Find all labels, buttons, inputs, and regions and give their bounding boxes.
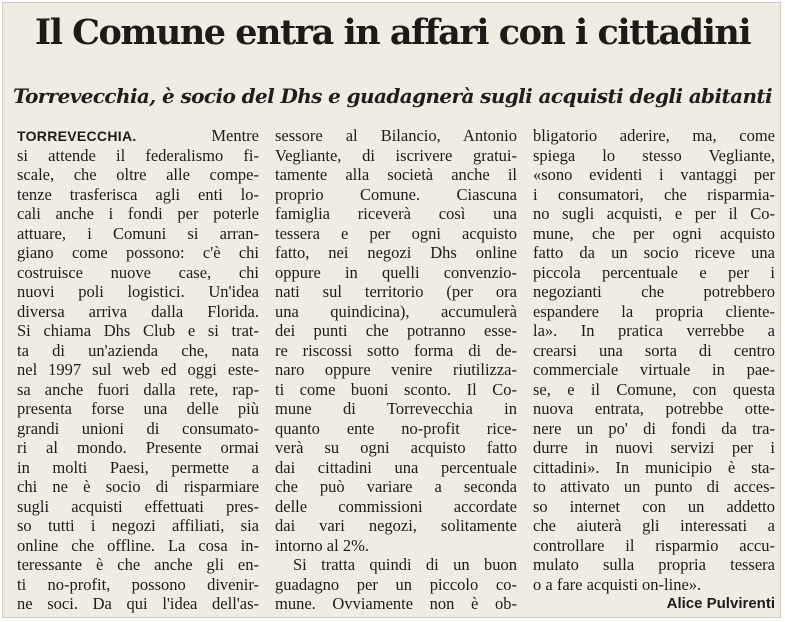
text-line: dei punti che potranno esse-: [275, 321, 517, 340]
text-line: ri al mondo. Presente ormai: [17, 438, 259, 457]
text-line: mune di Torrevecchia in: [275, 399, 517, 418]
text-line: so internet con un addetto: [533, 496, 775, 516]
text-line: Si chiama Dhs Club e si trat-: [17, 321, 259, 340]
text-line: sessore al Bilancio, Antonio: [275, 126, 517, 145]
text-line: intorno al 2%.: [275, 535, 369, 555]
text-line: sa anche fuori dalla rete, rap-: [17, 379, 259, 399]
text-line: naro oppure venire riutilizza-: [275, 360, 517, 379]
text-line: fatto da un socio riceve una: [533, 243, 775, 262]
text-line: nuova entrata, potrebbe otte-: [533, 399, 775, 418]
text-line: so tutti i negozi affiliati, sia: [17, 516, 259, 535]
text-line: spiega lo stesso Vegliante,: [533, 145, 775, 165]
text-line: chi ne è socio di risparmiare: [17, 477, 259, 496]
text-line: Si tratta quindi di un buon: [293, 555, 517, 574]
text-line: «sono evidenti i vantaggi per: [533, 165, 775, 184]
text-line: presenta forse una delle più: [17, 399, 259, 418]
text-line: piccola percentuale e per i: [533, 262, 775, 282]
text-line: scale, che oltre alle compe-: [17, 165, 259, 184]
text-line: durre in nuovi servizi per i: [533, 438, 775, 457]
text-line: ti come buoni sconto. Il Co-: [275, 379, 517, 399]
text-line: mune. Ovviamente non è ob-: [275, 594, 517, 613]
text-line: oppure in quelli convenzio-: [275, 262, 517, 282]
text-line: online che offline. La cosa in-: [17, 535, 259, 555]
text-line: TORREVECCHIA. Mentre: [17, 126, 259, 145]
text-line: dai cittadini una percentuale: [275, 457, 517, 477]
text-line: sugli acquisti effettuati pres-: [17, 496, 259, 516]
text-line: grandi unioni di consumato-: [17, 418, 259, 438]
text-line: negozianti che potrebbero: [533, 282, 775, 301]
text-line: se, e il Comune, con questa: [533, 379, 775, 399]
text-line: nel 1997 sul web ed oggi este-: [17, 360, 259, 379]
text-line: tenze trasferisca agli enti lo-: [17, 184, 259, 204]
text-line: mulato sulla propria tessera: [533, 555, 775, 574]
text-line: una quindicina), accumulerà: [275, 301, 517, 321]
text-line: re riscossi sotto forma di de-: [275, 340, 517, 360]
text-line: ta di un'azienda che, nata: [17, 340, 259, 360]
headline: Il Comune entra in affari con i cittadini: [34, 12, 751, 53]
text-line: tessera e per ogni acquisto: [275, 223, 517, 243]
text-line: guadagno per un piccolo co-: [275, 574, 517, 594]
author-signature: Alice Pulvirenti: [666, 595, 775, 612]
text-line: delle commissioni accordate: [275, 496, 517, 516]
text-line: verà su ogni acquisto fatto: [275, 438, 517, 457]
text-line: i consumatori, che risparmia-: [533, 184, 775, 204]
text-line: diversa arriva dalla Florida.: [17, 301, 259, 321]
text-line: Vegliante, di iscrivere gratui-: [275, 145, 517, 165]
text-line: ne soci. Da qui l'idea dell'as-: [17, 594, 259, 613]
text-line: controllare il risparmio accu-: [533, 535, 775, 555]
text-line: famiglia riceverà così una: [275, 204, 517, 223]
text-line: espandere la propria cliente-: [533, 301, 775, 321]
text-line: no sugli acquisti, e per il Co-: [533, 204, 775, 223]
text-line: si attende il federalismo fi-: [17, 145, 259, 165]
text-line: costruisce nuove case, chi: [17, 262, 259, 282]
text-line: nere un po' di fondi da tra-: [533, 418, 775, 438]
dateline: TORREVECCHIA.: [17, 128, 137, 144]
text-line: nuovi poli logistici. Un'idea: [17, 282, 259, 301]
text-line: che può variare a seconda: [275, 477, 517, 496]
text-line: quanto ente no-profit rice-: [275, 418, 517, 438]
text-line: commerciale virtuale in pae-: [533, 360, 775, 379]
text-line: o a fare acquisti on-line».: [533, 574, 702, 594]
article-column-1: [17, 126, 259, 614]
text-line: la». In pratica verrebbe a: [533, 321, 775, 340]
subheadline: Torrevecchia, è socio del Dhs e guadagnerà sugli acquisti degli abitanti: [12, 84, 773, 108]
newspaper-clipping: [2, 2, 781, 618]
text-line: nati sul territorio (per ora: [275, 282, 517, 301]
text-line: cali anche i fondi per poterle: [17, 204, 259, 223]
text-line: crearsi una sorta di centro: [533, 340, 775, 360]
text-line: mune, che per ogni acquisto: [533, 223, 775, 243]
text-line: tamente alla società anche il: [275, 165, 517, 184]
text-line: fatto, nei negozi Dhs online: [275, 243, 517, 262]
text-line: to attivato un punto di acces-: [533, 477, 775, 496]
text-line: che aiuterà gli interessati a: [533, 516, 775, 535]
text-line: teressante è che anche gli en-: [17, 555, 259, 574]
article-column-3: [533, 126, 775, 614]
text-line: giano come possono: c'è chi: [17, 243, 259, 262]
text-line: dai vari negozi, solitamente: [275, 516, 517, 535]
text-line: bligatorio aderire, ma, come: [533, 126, 775, 145]
text-line: attuare, i Comuni si arran-: [17, 223, 259, 243]
text-line: proprio Comune. Ciascuna: [275, 184, 517, 204]
text-line: in molti Paesi, permette a: [17, 457, 259, 477]
text-line: cittadini». In municipio è sta-: [533, 457, 775, 477]
article-column-2: [275, 126, 517, 614]
text-line: ti no-profit, possono divenir-: [17, 574, 259, 594]
